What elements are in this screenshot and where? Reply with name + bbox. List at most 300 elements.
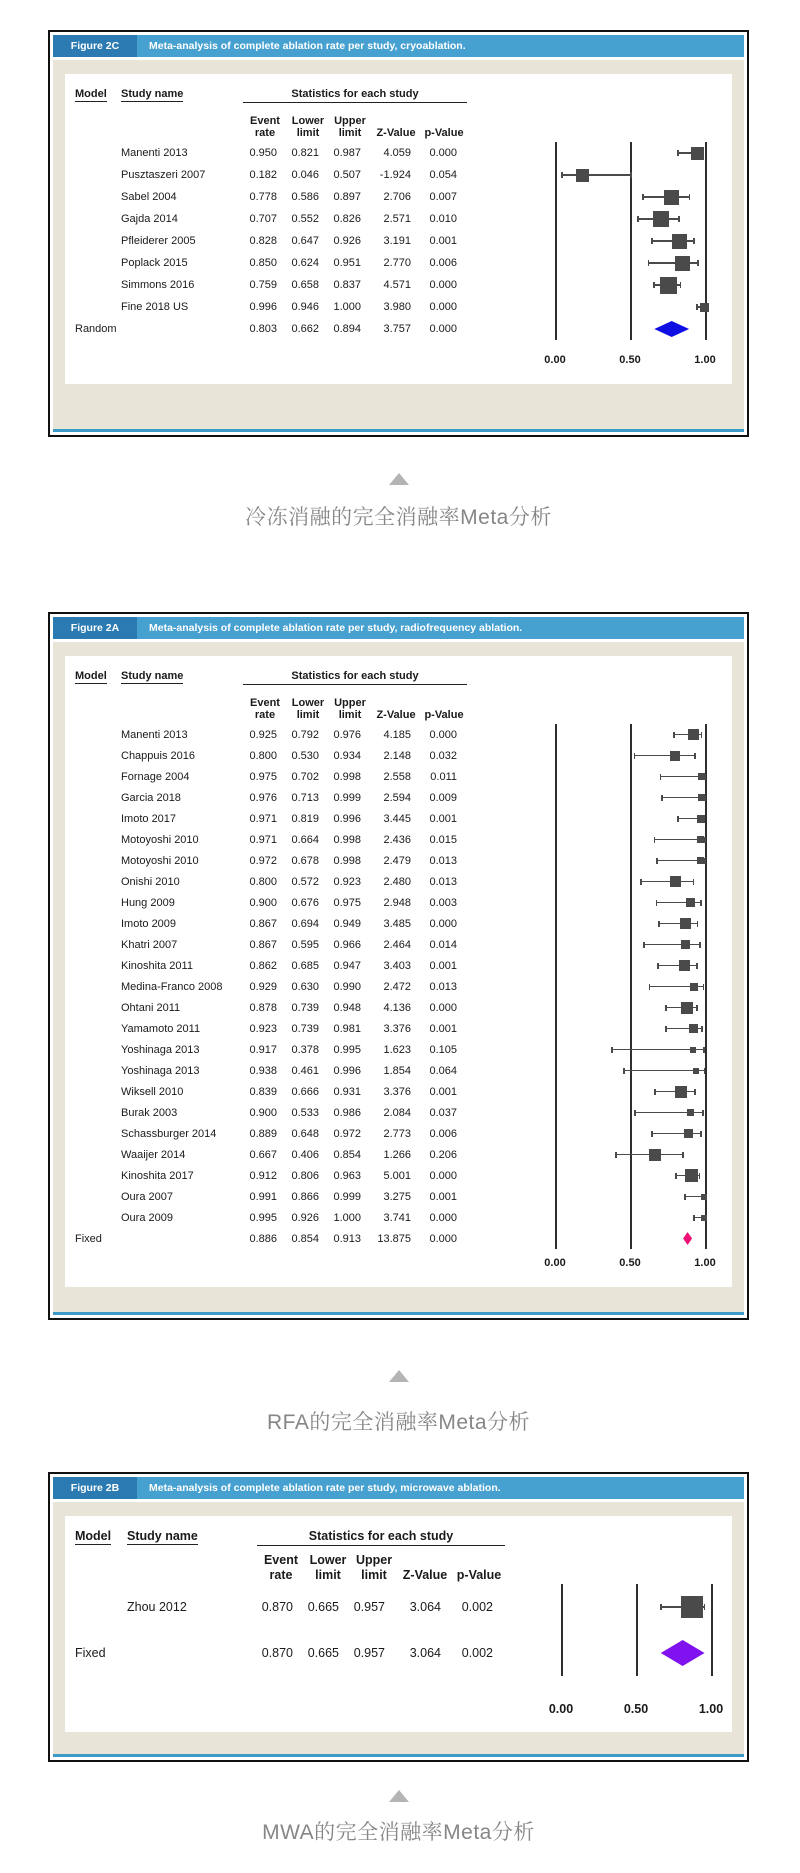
upper-limit-cell: 0.998 [333, 770, 361, 783]
column-header-line: Z-Value [402, 1567, 448, 1582]
event-rate-cell: 0.839 [249, 1085, 277, 1098]
upper-limit-cell: 0.894 [333, 323, 361, 335]
axis-gridline [630, 997, 632, 1018]
axis-plot-cell [505, 1702, 722, 1720]
upper-limit-cell: 0.931 [333, 1085, 361, 1098]
forest-plot-cell [467, 1207, 722, 1228]
ci-right-cap [699, 942, 701, 948]
lower-limit-cell: 0.595 [291, 938, 319, 951]
forest-plot-cell [467, 955, 722, 976]
lower-limit-cell: 0.946 [291, 301, 319, 313]
effect-size-square [649, 1149, 661, 1161]
p-value-cell: 0.001 [429, 1085, 457, 1098]
axis-gridline [555, 1102, 557, 1123]
forest-plot-cell [467, 1081, 722, 1102]
event-rate-cell: 0.778 [249, 191, 277, 203]
effect-size-square [698, 794, 705, 801]
axis-tick-label: 0.50 [619, 1257, 641, 1269]
table-row [75, 745, 722, 766]
column-header-line: limit [338, 127, 362, 140]
p-value-cell: 0.000 [429, 323, 457, 335]
axis-tick-label: 0.00 [548, 1702, 574, 1716]
ci-left-cap [649, 984, 651, 990]
forest-plot-cell [467, 230, 722, 252]
study-name-cell: Fine 2018 US [121, 301, 189, 313]
table-row [75, 1630, 722, 1676]
study-name-cell: Onishi 2010 [121, 875, 180, 888]
lower-limit-cell: 0.806 [291, 1169, 319, 1182]
figure-caption: RFA的完全消融率Meta分析 [266, 1411, 531, 1434]
column-header-line: rate [269, 1567, 293, 1582]
ci-left-cap [611, 1047, 613, 1053]
forest-plot-cell [467, 1165, 722, 1186]
forest-plot-cell [467, 164, 722, 186]
upper-limit-cell: 0.966 [333, 938, 361, 951]
study-name-cell: Ohtani 2011 [121, 1001, 181, 1014]
axis-gridline [705, 745, 707, 766]
axis-gridline [630, 1165, 632, 1186]
table-row [75, 1228, 722, 1249]
figure-caption: 冷冻消融的完全消融率Meta分析 [245, 506, 552, 529]
p-value-cell: 0.206 [429, 1148, 457, 1161]
upper-limit-cell: 0.949 [333, 917, 361, 930]
ci-right-cap [694, 1089, 696, 1095]
figure-caption: MWA的完全消融率Meta分析 [262, 1821, 535, 1844]
lower-limit-cell: 0.624 [291, 257, 319, 269]
axis-gridline [630, 850, 632, 871]
axis-gridline [555, 1207, 557, 1228]
z-value-cell: 2.472 [383, 980, 411, 993]
lower-limit-cell: 0.676 [291, 896, 319, 909]
z-value-cell: 3.275 [383, 1190, 411, 1203]
p-value-cell: 0.000 [429, 301, 457, 313]
event-rate-cell: 0.182 [249, 169, 277, 181]
plot-head-spacer [505, 1548, 722, 1584]
figure-label: Figure 2C [53, 35, 137, 57]
axis-gridline [630, 1018, 632, 1039]
lower-limit-cell: 0.666 [291, 1085, 319, 1098]
ci-left-cap [665, 1026, 667, 1032]
p-value-cell: 0.011 [430, 770, 457, 783]
p-value-cell: 0.002 [461, 1646, 493, 1660]
axis-gridline [555, 871, 557, 892]
table-row [75, 1165, 722, 1186]
study-name-cell: Simmons 2016 [121, 279, 195, 291]
effect-size-square [681, 1596, 703, 1618]
z-value-cell: 2.948 [383, 896, 411, 909]
figure-panel [48, 612, 749, 1320]
figure-body [53, 1502, 744, 1757]
axis-gridline [705, 724, 707, 745]
table-row [75, 997, 722, 1018]
axis-gridline [630, 186, 632, 208]
study-name-cell: Garcia 2018 [121, 791, 181, 804]
z-value-cell: 4.059 [383, 147, 411, 159]
axis-gridline [555, 1228, 557, 1249]
axis-gridline [555, 208, 557, 230]
collapse-triangle-icon [389, 473, 409, 485]
p-value-cell: 0.000 [429, 917, 457, 930]
axis-gridline [630, 208, 632, 230]
forest-plot-cell [467, 318, 722, 340]
axis-gridline [705, 1018, 707, 1039]
plot-head-spacer [467, 84, 722, 106]
column-header-4 [421, 709, 467, 724]
forest-plot-cell [467, 808, 722, 829]
ci-right-cap [701, 732, 703, 738]
figure-title: Meta-analysis of complete ablation rate per study, microwave ablation. [137, 1477, 744, 1499]
z-value-cell: 3.376 [383, 1022, 411, 1035]
z-value-cell: 2.706 [383, 191, 411, 203]
upper-limit-cell: 0.923 [333, 875, 361, 888]
column-header-line: Lower [291, 114, 325, 127]
study-name-cell: Manenti 2013 [121, 147, 188, 159]
ci-left-cap [642, 194, 644, 200]
z-value-cell: 2.773 [383, 1127, 411, 1140]
p-value-cell: 0.000 [429, 1001, 457, 1014]
column-header-line: limit [296, 709, 320, 722]
axis-gridline [705, 997, 707, 1018]
figure-panel [48, 30, 749, 437]
study-name-header-label: Study name [121, 670, 184, 682]
study-name-cell: Wiksell 2010 [121, 1085, 184, 1098]
forest-plot-cell [467, 252, 722, 274]
forest-plot-cell [467, 1123, 722, 1144]
axis-gridline [630, 787, 632, 808]
lower-limit-cell: 0.461 [291, 1064, 319, 1077]
axis-gridline [630, 871, 632, 892]
study-name-cell: Yoshinaga 2013 [121, 1043, 200, 1056]
ci-left-cap [656, 858, 658, 864]
ci-right-cap [689, 194, 691, 200]
upper-limit-cell: 1.000 [333, 301, 361, 313]
axis-gridline [555, 1018, 557, 1039]
effect-size-square [701, 1194, 707, 1200]
forest-plot-cell [467, 1060, 722, 1081]
z-value-cell: 3.757 [383, 323, 411, 335]
stats-group-header: Statistics for each study [243, 88, 467, 103]
effect-size-square [688, 729, 699, 740]
study-name-cell: Burak 2003 [121, 1106, 178, 1119]
lower-limit-cell: 0.662 [291, 323, 319, 335]
axis-gridline [555, 976, 557, 997]
axis-gridline [630, 808, 632, 829]
study-name-cell: Kinoshita 2011 [121, 959, 193, 972]
study-name-cell: Khatri 2007 [121, 938, 178, 951]
axis-gridline [555, 318, 557, 340]
column-header-line: Z-Value [376, 127, 416, 140]
confidence-interval-line [652, 1133, 701, 1135]
axis-gridline [555, 997, 557, 1018]
effect-size-square [687, 1109, 694, 1116]
effect-size-square [697, 815, 705, 823]
axis-gridline [705, 1144, 707, 1165]
ci-left-cap [677, 150, 679, 156]
upper-limit-cell: 1.000 [333, 1211, 361, 1224]
effect-size-square [685, 1169, 698, 1182]
z-value-cell: 2.770 [383, 257, 411, 269]
upper-limit-cell: 0.995 [333, 1043, 361, 1056]
stats-table [65, 1516, 732, 1732]
axis-gridline [555, 808, 557, 829]
column-header-0 [257, 1553, 305, 1584]
event-rate-cell: 0.925 [249, 728, 277, 741]
upper-limit-cell: 0.987 [333, 147, 361, 159]
effect-size-square [701, 1215, 707, 1221]
ci-left-cap [660, 774, 662, 780]
upper-limit-cell: 0.976 [333, 728, 361, 741]
table-row [75, 892, 722, 913]
study-name-cell: Yoshinaga 2013 [121, 1064, 200, 1077]
p-value-cell: 0.013 [429, 854, 457, 867]
column-header-1 [305, 1553, 351, 1584]
p-value-cell: 0.000 [429, 1211, 457, 1224]
column-header-line: Upper [334, 696, 366, 709]
axis-gridline [630, 724, 632, 745]
z-value-cell: 2.558 [383, 770, 411, 783]
event-rate-cell: 0.889 [249, 1127, 277, 1140]
axis-gridline [705, 252, 707, 274]
study-name-cell: Hung 2009 [121, 896, 175, 909]
ci-right-cap [693, 238, 695, 244]
axis-label-row [75, 1702, 722, 1720]
model-header-label: Model [75, 1529, 112, 1543]
z-value-cell: 1.623 [383, 1043, 411, 1056]
effect-size-square [700, 303, 709, 312]
study-name-cell: Oura 2007 [121, 1190, 173, 1203]
lower-limit-cell: 0.678 [291, 854, 319, 867]
event-rate-cell: 0.900 [249, 1106, 277, 1119]
axis-tick-label: 0.00 [544, 354, 566, 366]
event-rate-cell: 0.803 [249, 323, 277, 335]
model-header-label: Model [75, 670, 107, 682]
forest-plot-cell [467, 787, 722, 808]
table-row [75, 913, 722, 934]
z-value-cell: 3.980 [383, 301, 411, 313]
lower-limit-cell: 0.406 [291, 1148, 319, 1161]
lower-limit-cell: 0.630 [291, 980, 319, 993]
study-name-cell: Waaijer 2014 [121, 1148, 186, 1161]
ci-left-cap [654, 1089, 656, 1095]
lower-limit-cell: 0.713 [291, 791, 319, 804]
axis-gridline [555, 230, 557, 252]
ci-right-cap [703, 1047, 705, 1053]
effect-size-square [689, 1024, 698, 1033]
axis-label-row [75, 354, 722, 372]
ci-left-cap [665, 1005, 667, 1011]
axis-gridline [705, 1123, 707, 1144]
axis-gridline [561, 1584, 563, 1630]
axis-gridline [555, 1144, 557, 1165]
event-rate-cell: 0.886 [249, 1232, 277, 1245]
study-name-header [127, 1529, 257, 1545]
model-header [75, 670, 121, 684]
p-value-cell: 0.105 [429, 1043, 457, 1056]
table-row [75, 871, 722, 892]
column-header-line: Lower [291, 696, 325, 709]
p-value-cell: 0.000 [429, 147, 457, 159]
table-row [75, 1123, 722, 1144]
table-subhead-row [75, 106, 722, 142]
table-row [75, 808, 722, 829]
upper-limit-cell: 0.913 [333, 1232, 361, 1245]
column-header-line: limit [361, 1567, 387, 1582]
column-header-line: Z-Value [376, 709, 416, 722]
confidence-interval-line [562, 174, 631, 176]
study-name-cell: Oura 2009 [121, 1211, 173, 1224]
forest-plot-cell [467, 274, 722, 296]
axis-gridline [630, 745, 632, 766]
upper-limit-cell: 0.999 [333, 1190, 361, 1203]
axis-gridline [705, 186, 707, 208]
effect-size-square [670, 751, 680, 761]
event-rate-cell: 0.759 [249, 279, 277, 291]
figure-block [48, 30, 749, 531]
event-rate-cell: 0.800 [249, 749, 277, 762]
column-header-0 [243, 697, 287, 724]
effect-size-square [680, 918, 691, 929]
p-value-cell: 0.037 [429, 1106, 457, 1119]
axis-plot-cell [467, 354, 722, 372]
axis-gridline [630, 1081, 632, 1102]
event-rate-cell: 0.995 [249, 1211, 277, 1224]
lower-limit-cell: 0.854 [291, 1232, 319, 1245]
effect-size-square [698, 773, 705, 780]
column-header-line: rate [254, 709, 276, 722]
p-value-cell: 0.009 [429, 791, 457, 804]
upper-limit-cell: 0.998 [333, 833, 361, 846]
ci-left-cap [640, 879, 642, 885]
figure-body [53, 642, 744, 1315]
lower-limit-cell: 0.572 [291, 875, 319, 888]
p-value-cell: 0.013 [429, 980, 457, 993]
z-value-cell: 3.485 [383, 917, 411, 930]
lower-limit-cell: 0.552 [291, 213, 319, 225]
p-value-cell: 0.001 [429, 812, 457, 825]
ci-left-cap [658, 921, 660, 927]
upper-limit-cell: 0.996 [333, 812, 361, 825]
study-name-header [121, 670, 243, 684]
axis-gridline [705, 164, 707, 186]
study-name-cell: Fornage 2004 [121, 770, 190, 783]
ci-right-cap [700, 900, 702, 906]
axis-gridline [555, 1165, 557, 1186]
axis-gridline [555, 850, 557, 871]
lower-limit-cell: 0.586 [291, 191, 319, 203]
event-rate-cell: 0.976 [249, 791, 277, 804]
ci-left-cap [657, 963, 659, 969]
column-header-line: p-Value [424, 709, 464, 722]
effect-size-square [664, 190, 679, 205]
lower-limit-cell: 0.866 [291, 1190, 319, 1203]
study-name-cell: Motoyoshi 2010 [121, 854, 199, 867]
summary-diamond [654, 321, 689, 337]
table-row [75, 296, 722, 318]
lower-limit-cell: 0.792 [291, 728, 319, 741]
table-row [75, 787, 722, 808]
axis-gridline [561, 1630, 563, 1676]
axis-gridline [705, 976, 707, 997]
axis-gridline [555, 296, 557, 318]
effect-size-square [691, 147, 704, 160]
event-rate-cell: 0.707 [249, 213, 277, 225]
event-rate-cell: 0.929 [249, 980, 277, 993]
p-value-cell: 0.001 [429, 959, 457, 972]
axis-gridline [630, 934, 632, 955]
axis-gridline [555, 186, 557, 208]
z-value-cell: 3.445 [383, 812, 411, 825]
ci-left-cap [623, 1068, 625, 1074]
axis-gridline [630, 296, 632, 318]
study-name-cell: Medina-Franco 2008 [121, 980, 223, 993]
model-cell: Fixed [75, 1646, 106, 1660]
summary-diamond [661, 1640, 705, 1666]
forest-plot-cell [505, 1630, 722, 1676]
p-value-cell: 0.015 [429, 833, 457, 846]
event-rate-cell: 0.870 [261, 1600, 293, 1614]
axis-plot-cell [467, 1257, 722, 1275]
column-header-line: Event [263, 1553, 299, 1568]
upper-limit-cell: 0.826 [333, 213, 361, 225]
summary-diamond [683, 1232, 692, 1245]
study-name-cell: Kinoshita 2017 [121, 1169, 194, 1182]
p-value-cell: 0.032 [429, 749, 457, 762]
effect-size-square [675, 256, 690, 271]
effect-size-square [693, 1068, 699, 1074]
p-value-cell: 0.013 [429, 875, 457, 888]
event-rate-cell: 0.923 [249, 1022, 277, 1035]
effect-size-square [576, 169, 589, 182]
forest-plot-cell [467, 976, 722, 997]
model-header-label: Model [75, 88, 107, 100]
axis-gridline [630, 829, 632, 850]
column-header-3 [371, 709, 421, 724]
figure-title: Meta-analysis of complete ablation rate per study, radiofrequency ablation. [137, 617, 744, 639]
table-row [75, 829, 722, 850]
forest-plot-cell [467, 1228, 722, 1249]
axis-gridline [705, 892, 707, 913]
table-row [75, 1039, 722, 1060]
effect-size-square [672, 234, 687, 249]
figure-block [48, 612, 749, 1436]
lower-limit-cell: 0.702 [291, 770, 319, 783]
ci-right-cap [704, 837, 706, 843]
ci-left-cap [677, 816, 679, 822]
ci-right-cap [701, 1026, 703, 1032]
study-name-cell: Poplack 2015 [121, 257, 188, 269]
table-row [75, 1584, 722, 1630]
axis-gridline [630, 766, 632, 787]
z-value-cell: 3.064 [409, 1646, 441, 1660]
study-name-header [121, 88, 243, 102]
forest-plot-cell [467, 1186, 722, 1207]
forest-plot-cell [467, 1102, 722, 1123]
column-header-4 [453, 1568, 505, 1584]
axis-tick-label: 0.00 [544, 1257, 566, 1269]
table-head-row [75, 666, 722, 688]
axis-gridline [555, 829, 557, 850]
column-header-line: Upper [334, 114, 366, 127]
forest-plot-cell [467, 766, 722, 787]
table-row [75, 1018, 722, 1039]
table-row [75, 1102, 722, 1123]
upper-limit-cell: 0.972 [333, 1127, 361, 1140]
study-name-cell: Gajda 2014 [121, 213, 178, 225]
axis-gridline [555, 1186, 557, 1207]
effect-size-square [697, 857, 704, 864]
figure-header [53, 1477, 744, 1499]
lower-limit-cell: 0.530 [291, 749, 319, 762]
